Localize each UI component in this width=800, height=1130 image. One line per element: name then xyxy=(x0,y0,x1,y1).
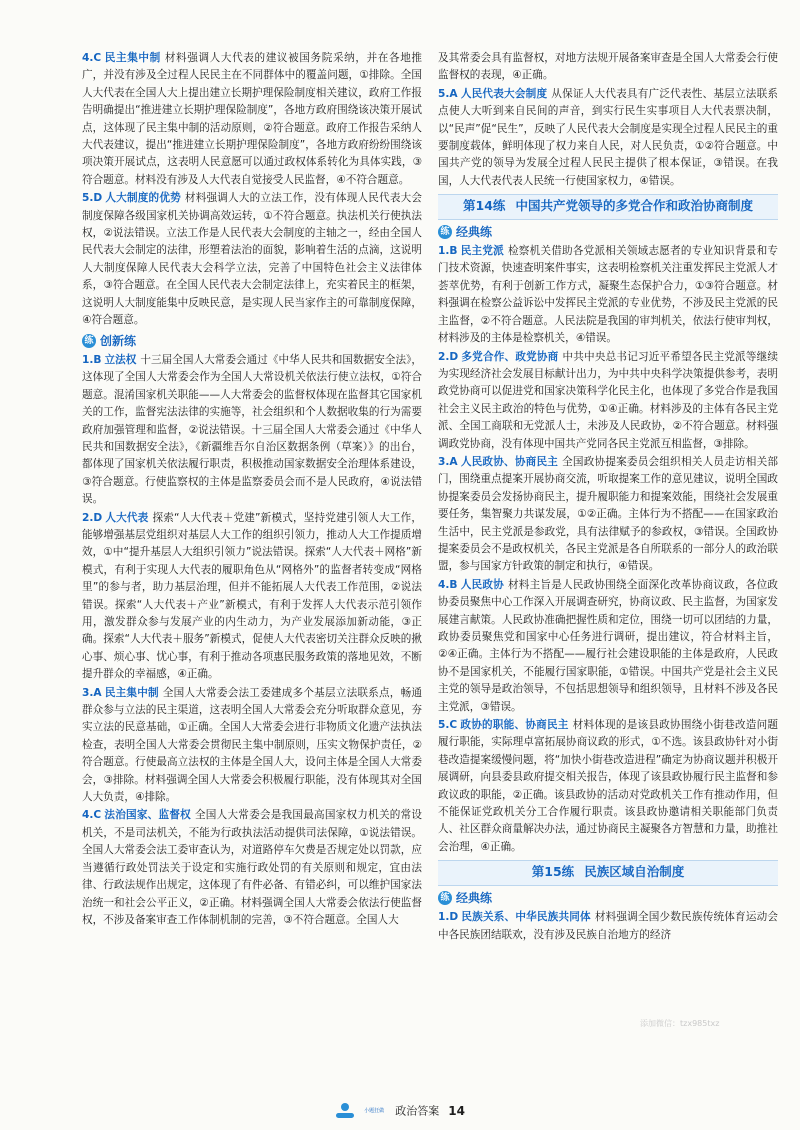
answer-number: 5.D xyxy=(82,192,103,205)
answer-item xyxy=(438,909,778,944)
lesson-heading xyxy=(438,860,778,885)
answer-item xyxy=(438,577,778,716)
right-column xyxy=(438,50,778,945)
knowledge-point: 人民政协、协商民主 xyxy=(460,455,559,468)
knowledge-point: 民主集中制 xyxy=(104,686,159,699)
lesson-title: 中国共产党领导的多党合作和政治协商制度 xyxy=(515,198,753,214)
knowledge-point: 人民政协 xyxy=(460,578,504,591)
section-title: 创新练 xyxy=(100,333,137,348)
answer-text: 中共中央总书记习近平希望各民主党派等继续为实现经济社会发展目标献计出力，为中共中央科学决策提供参考，表明政党协商可以促进党和国家决策科学化民主化，也体现了多党合作是我国社会主义民主政治的特色与优势，①④正确。材料涉及的主体有各民主党派、全国工商联和无党派人士，未涉及人民政协，②不符合题意。材料强调政党协商，没有体现中国共产党同各民主党派互相监督，③排除。 xyxy=(438,350,779,450)
answer-number: 4.C xyxy=(82,52,102,64)
answer-item xyxy=(82,807,422,929)
knowledge-point: 法治国家、监督权 xyxy=(104,809,191,822)
answer-text: 检察机关借助各党派相关领域志愿者的专业知识背景和专门技术资源，快速查明案件事实，这表明检察机关注重发挥民主党派人才荟萃优势，有利于创新工作方式，凝聚生态保护合力，①③符合题意。材料强调在检察公益诉讼中发挥民主党派的专业优势，不涉及民主党派的民主监督，②不符合题意。人民法院是我国的审判机关，依法行使审判权，材料涉及的主体是检察机关，④错误。 xyxy=(438,245,779,345)
answer-text: 全国人大常委会是我国最高国家权力机关的常设机关，不是司法机关，不能为行政执法活动提供司法保障，①说法错误。全国人大常委会法工委审查认为，对道路停车欠费是否规定处以罚款，应当遵循行政处罚法关于设定和实施行政处罚的有关原则和规定，宜由法律、行政法规作出规定，这体现了有件必备、有错必纠，可以维护国家法治统一和社会公平正义，②正确。材料强调全国人大常委会依法行使监督权，不涉及备案审查工作体制机制的完善，③不符合题意。全国人大 xyxy=(82,809,423,926)
answer-text: 材料强调人大的立法工作，没有体现人民代表大会制度保障各级国家机关协调高效运转，①不符合题意。执法机关行使执法权，②说法错误。立法工作是人民代表大会制度的主轴之一，经由全国人民代表大会制定的法律，形塑着法治的面貌，影响着生活的点滴，这说明人大制度保障人民代表大会科学立法，完善了中国特色社会主义法律体系，③符合题意。在全国人民代表大会制定法律上，充实着民主的框架，这说明人大制度能集中反映民意，是实现人民当家作主的可靠制度保障，④符合题意。 xyxy=(82,192,423,327)
answer-item xyxy=(82,190,422,329)
answer-number: 4.C xyxy=(82,809,102,822)
answer-number: 3.A xyxy=(82,686,102,699)
brand-name: 小题狂做 xyxy=(364,1107,385,1114)
answer-text: 从保证人大代表具有广泛代表性、基层立法联系点使人大听到来自民间的声音，到实行民生实事项目人大代表票决制，以“民声”促“民生”，反映了人民代表大会制度是实现全过程人民民主的重要制度载体，鲜明体现了权力来自人民，对人民负责，①②符合题意。中国共产党的领导为发展全过程人民民主提供了根本保证，③错误。在我国，人大代表代表人民统一行使国家权力，④错误。 xyxy=(438,87,779,187)
answer-item xyxy=(82,510,422,684)
brand-logo-icon xyxy=(335,1103,355,1119)
answer-text: 全国人大常委会法工委建成多个基层立法联系点，畅通群众参与立法的民主渠道，这表明全国人大常委会充分听取群众意见，夯实立法的民意基础，①正确。全国人大常委会进行非物质文化遗产法执法检查，表明全国人大常委会贯彻民主集中制原则，压实文物保护责任，②符合题意。行使最高立法权的主体是全国人大，设问主体是全国人大常委会，③排除。材料强调全国人大常委会积极履行职能，没有体现其对全国人大负责，④排除。 xyxy=(82,686,423,804)
answer-item xyxy=(438,50,778,85)
answer-text: 十三届全国人大常委会通过《中华人民共和国数据安全法》，这体现了全国人大常委会作为全国人大常设机关依法行使立法权，①符合题意。混淆国家机关职能——人大常委会的监督权体现在监督其它国家机关的工作，监督宪法法律的实施等，社会组织和个人数据收集的行为需要政府加强管理和监督，②说法错误。十三届全国人大常委会通过《中华人民共和国数据安全法》，《新疆维吾尔自治区数据条例（草案）》的出台，都体现了国家机关依法履行职责，积极推动国家数据安全治理体系建设，③符合题意。行使监察权的主体是监察委员会而不是人民政府，④说法错误。 xyxy=(82,353,423,506)
answer-number: 2.D xyxy=(82,511,103,524)
answer-number: 1.B xyxy=(82,353,102,366)
section-title: 经典练 xyxy=(456,224,493,239)
answer-item xyxy=(438,243,778,347)
answer-number: 1.B xyxy=(438,245,458,258)
footer-label: 政治答案 xyxy=(395,1104,440,1118)
section-badge-icon: 练 xyxy=(82,334,96,348)
knowledge-point: 多党合作、政党协商 xyxy=(461,350,559,363)
answer-number: 3.A xyxy=(438,455,458,468)
lesson-heading xyxy=(438,194,778,219)
answer-item xyxy=(82,50,422,189)
knowledge-point: 民主集中制 xyxy=(104,52,161,64)
knowledge-point: 立法权 xyxy=(104,353,137,366)
answer-text: 探索“人大代表＋党建”新模式，坚持党建引领人大工作，能够增强基层党组织对基层人大工作的组织引领力，推动人大工作提质增效，①中“提升基层人大组织引领力”说法错误。探索“人大代表＋网格”新模式，有利于实现人大代表的履职角色从“网格外”的监督者转变成“网格里”的参与者，助力基层治理，但并不能拓展人大代表工作范围，②说法错误。探索“人大代表＋产业”新模式，有利于发挥人大代表示范引领作用，激发群众参与发展产业的内生动力，为产业发展添加新动能，③正确。探索“人大代表＋服务”新模式，促使人大代表密切关注群众反映的揪心事、烦心事、忧心事，有利于推动各项惠民服务政策的落地见效，不断提升群众的幸福感，④正确。 xyxy=(82,511,423,681)
answer-number: 2.D xyxy=(438,350,459,363)
section-heading xyxy=(438,224,778,241)
answer-item xyxy=(82,352,422,509)
answer-text: 材料强调全国少数民族传统体育运动会中各民族团结联欢，没有涉及民族自治地方的经济 xyxy=(438,911,778,941)
section-badge-icon: 练 xyxy=(438,225,452,239)
lesson-number: 第15练 xyxy=(531,864,575,880)
knowledge-point: 人大代表 xyxy=(105,511,149,524)
left-column xyxy=(82,50,422,930)
answer-item xyxy=(82,685,422,807)
page-number: 14 xyxy=(448,1103,465,1118)
answer-item xyxy=(438,717,778,856)
answer-text: 材料强调人大代表的建议被国务院采纳，并在各地推广，并没有涉及全过程人民民主在不同群体中的覆盖问题，①排除。全国人大代表在全国人大上提出建立长期护理保险制度相关建议，政府工作报告明确提出“推进建立长期护理保险制度”，各地方政府围绕该决策开展试点，这体现了民主集中制的活动原则，②符合题意。政府工作报告采纳人大代表建议，提出“推进建立长期护理保险制度”，各地方政府纷纷围绕该项决策开展试点，这表明人民意愿可以通过政权体系转化为具体实践，③符合题意。材料没有涉及人大代表自觉接受人民监督，④不符合题意。 xyxy=(82,52,422,186)
answer-number: 5.C xyxy=(438,719,458,732)
answer-text: 材料主旨是人民政协围绕全面深化改革协商议政，各位政协委员聚焦中心工作深入开展调查研究，协商议政、民主监督，为国家发展建言献策。人民政协准确把握性质和定位，围绕一切可以团结的力量，政协委员聚焦党和国家中心任务进行调研，提出建议，符合材料主旨，②④正确。主体行为不搭配——履行社会建设职能的主体是政府，人民政协不是国家机关，不能履行国家职能，①错误。中国共产党是社会主义民主党的领导是政治领导，不包括思想领导和组织领导，且材料不涉及各民主党派，③错误。 xyxy=(438,578,779,713)
answer-number: 1.D xyxy=(438,911,459,924)
knowledge-point: 人大制度的优势 xyxy=(105,192,181,205)
answer-text: 及其常委会具有监督权，对地方法规开展备案审查是全国人大常委会行使监督权的表现，④正确。 xyxy=(438,52,778,82)
lesson-number: 第14练 xyxy=(463,198,506,214)
answer-text: 全国政协提案委员会组织相关人员走访相关部门，围绕重点提案开展协商交流，听取提案工作的意见建议，说明全国政协提案委员会发扬协商民主，提升履职能力和提案效能，围绕社会发展重要任务，集智聚力共谋发展，①②正确。主体行为不搭配——在国家政治生活中，民主党派是参政党，具有法律赋予的参政权，③错误。全国政协提案委员会不是政权机关，各民主党派是各自所联系的一部分人的政治联盟，参与国家方针政策的制定和执行，④错误。 xyxy=(438,455,779,573)
knowledge-point: 政协的职能、协商民主 xyxy=(460,719,569,732)
section-title: 经典练 xyxy=(456,890,493,905)
knowledge-point: 民主党派 xyxy=(460,245,504,258)
answer-number: 4.B xyxy=(438,578,458,591)
section-badge-icon: 练 xyxy=(438,891,452,905)
section-heading xyxy=(438,890,778,907)
page-footer xyxy=(0,1100,800,1119)
knowledge-point: 人民代表大会制度 xyxy=(460,87,548,100)
answer-item xyxy=(438,349,778,453)
lesson-title: 民族区域自治制度 xyxy=(584,864,685,880)
answer-item xyxy=(438,86,778,190)
answer-number: 5.A xyxy=(438,87,458,100)
answer-text: 材料体现的是该县政协围绕小街巷改造问题履行职能，实际理卓富拓展协商议政的形式，①不选。该县政协针对小街巷改造提案缓慢问题，将“加快小街巷改造进程”确定为协商议题并积极开展调研，向县委县政府提交相关报告，体现了该县政协履行民主监督和参政议政的职能，②正确。该县政协的活动对党政机关工作有推动作用，但不能保证党政机关分工合作履行职责。该县政协邀请相关职能部门负责人、社区群众商量解决办法，通过协商民主凝聚各方智慧和力量，助推社会治理，④正确。 xyxy=(438,719,779,853)
knowledge-point: 民族关系、中华民族共同体 xyxy=(461,911,591,924)
answer-item xyxy=(438,454,778,576)
section-heading xyxy=(82,333,422,350)
watermark: 添加微信：tzx985txz xyxy=(640,1019,720,1028)
